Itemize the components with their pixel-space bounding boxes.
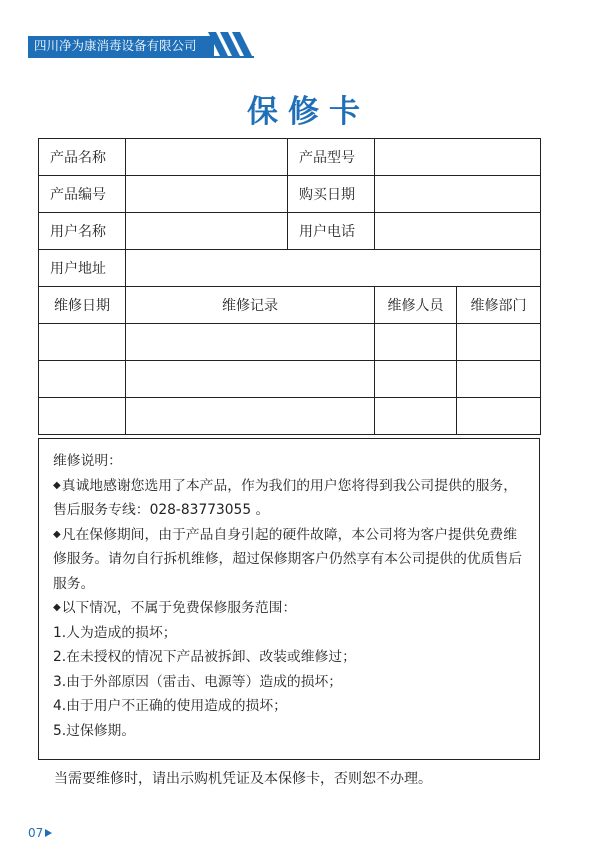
header-stripes-decoration (208, 32, 256, 58)
repair-staff-cell[interactable] (375, 398, 457, 435)
notes-list-item: 1.人为造成的损坏； (53, 624, 177, 641)
page-title: 保修卡 (247, 94, 370, 130)
diamond-bullet-icon: ◆ (53, 528, 61, 540)
repair-dept-cell[interactable] (457, 361, 541, 398)
footer-note: 当需要维修时，请出示购机凭证及本保修卡，否则恕不办理。 (54, 771, 432, 787)
product-model-label: 产品型号 (288, 139, 375, 176)
product-number-label: 产品编号 (39, 176, 126, 213)
table-row (39, 139, 541, 176)
user-name-label: 用户名称 (39, 213, 126, 250)
diamond-bullet-icon: ◆ (53, 479, 61, 491)
product-name-label: 产品名称 (39, 139, 126, 176)
table-row (39, 398, 541, 435)
notes-heading: 维修说明： (53, 453, 122, 469)
product-model-field[interactable] (375, 139, 541, 176)
repair-dept-cell[interactable] (457, 398, 541, 435)
repair-staff-cell[interactable] (375, 361, 457, 398)
purchase-date-label: 购买日期 (288, 176, 375, 213)
table-row (39, 213, 541, 250)
table-row (39, 324, 541, 361)
company-name: 四川净为康消毒设备有限公司 (34, 38, 197, 53)
repair-date-header: 维修日期 (39, 287, 126, 324)
user-phone-label: 用户电话 (288, 213, 375, 250)
notes-paragraph: ◆真诚地感谢您选用了本产品，作为我们的用户您将得到我公司提供的服务，售后服务专线：028-83773055 。 (53, 477, 517, 518)
notes-list-item: 5.过保修期。 (53, 722, 136, 739)
repair-date-cell[interactable] (39, 398, 126, 435)
triangle-right-icon (45, 829, 52, 837)
user-address-label: 用户地址 (39, 250, 126, 287)
table-row (39, 176, 541, 213)
repair-staff-cell[interactable] (375, 324, 457, 361)
user-address-field[interactable] (126, 250, 541, 287)
repair-record-cell[interactable] (126, 398, 375, 435)
notes-list-item: 3.由于外部原因（雷击、电源等）造成的损坏； (53, 673, 343, 690)
product-number-field[interactable] (126, 176, 288, 213)
notes-list-item: 4.由于用户不正确的使用造成的损坏； (53, 698, 287, 714)
repair-dept-header: 维修部门 (457, 287, 541, 324)
user-phone-field[interactable] (375, 213, 541, 250)
page-number: 07 (28, 826, 52, 840)
repair-record-cell[interactable] (126, 324, 375, 361)
repair-header-row (39, 287, 541, 324)
header-underline (28, 56, 254, 58)
repair-date-cell[interactable] (39, 324, 126, 361)
table-row (39, 361, 541, 398)
purchase-date-field[interactable] (375, 176, 541, 213)
table-row (39, 250, 541, 287)
warranty-form-table (38, 138, 541, 435)
notes-paragraph: ◆凡在保修期间，由于产品自身引起的硬件故障，本公司将为客户提供免费维修服务。请勿自行拆机维修，超过保修期客户仍然享有本公司提供的优质售后服务。 (53, 526, 523, 592)
repair-dept-cell[interactable] (457, 324, 541, 361)
diamond-bullet-icon: ◆ (53, 602, 61, 613)
repair-record-header: 维修记录 (126, 287, 375, 324)
repair-record-cell[interactable] (126, 361, 375, 398)
user-name-field[interactable] (126, 213, 288, 250)
product-name-field[interactable] (126, 139, 288, 176)
notes-paragraph: ◆以下情况，不属于免费保修服务范围： (53, 600, 297, 616)
company-header-bar (28, 36, 214, 56)
repair-date-cell[interactable] (39, 361, 126, 398)
notes-list-item: 2.在未授权的情况下产品被拆卸、改装或维修过； (53, 649, 356, 665)
repair-staff-header: 维修人员 (375, 287, 457, 324)
repair-notes-box (38, 438, 540, 760)
